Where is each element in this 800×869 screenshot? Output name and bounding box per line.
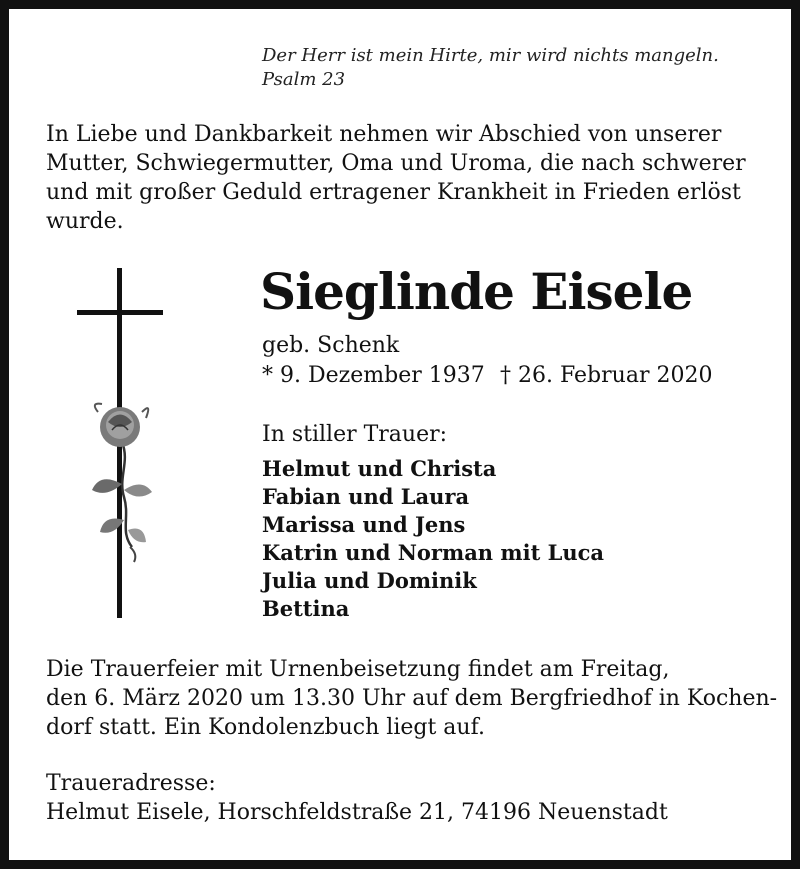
cross-with-rose-icon [60, 262, 180, 622]
family-member: Marissa und Jens [262, 512, 466, 537]
intro-line-1: In Liebe und Dankbarkeit nehmen wir Abschied von unserer [46, 122, 722, 147]
ceremony-line-2: den 6. März 2020 um 13.30 Uhr auf dem Bergfriedhof in Kochen- [46, 686, 778, 711]
address-label: Traueradresse: [46, 771, 216, 796]
death-date: † 26. Februar 2020 [500, 363, 713, 388]
family-member: Julia und Dominik [262, 568, 477, 593]
intro-text [46, 120, 758, 236]
ceremony-line-3: dorf statt. Ein Kondolenzbuch liegt auf. [46, 715, 485, 740]
family-member: Helmut und Christa [262, 456, 497, 481]
life-dates [262, 362, 713, 390]
ceremony-text [46, 655, 778, 742]
rose-icon [95, 404, 148, 447]
intro-line-4: wurde. [46, 209, 124, 234]
birth-date: * 9. Dezember 1937 [262, 363, 485, 388]
family-member: Bettina [262, 596, 350, 621]
quote-line: Der Herr ist mein Hirte, mir wird nichts mangeln. [262, 45, 719, 66]
family-list [262, 455, 604, 623]
intro-line-3: und mit großer Geduld ertragener Krankheit in Frieden erlöst [46, 180, 741, 205]
intro-line-2: Mutter, Schwiegermutter, Oma und Uroma, die nach schwerer [46, 151, 746, 176]
family-member: Katrin und Norman mit Luca [262, 540, 605, 565]
deceased-name: Sieglinde Eisele [260, 262, 693, 321]
mourning-address: Helmut Eisele, Horschfeldstraße 21, 74196 Neuenstadt [46, 800, 668, 825]
maiden-name: geb. Schenk [262, 333, 400, 358]
ceremony-line-1: Die Trauerfeier mit Urnenbeisetzung findet am Freitag, [46, 657, 670, 682]
family-member: Fabian und Laura [262, 484, 470, 509]
quote-source: Psalm 23 [262, 69, 346, 90]
psalm-quote [262, 44, 762, 92]
mourning-label: In stiller Trauer: [262, 422, 448, 447]
